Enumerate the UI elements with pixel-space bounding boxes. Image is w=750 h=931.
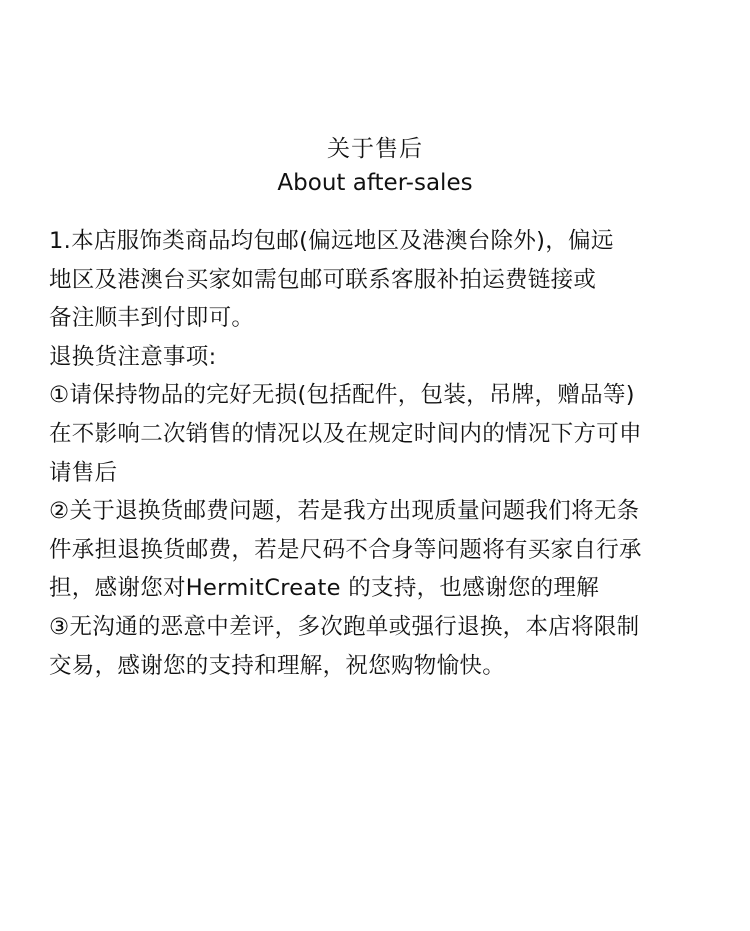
notice-line: 1.本店服饰类商品均包邮(偏远地区及港澳台除外)，偏远 [49,228,614,254]
notice-line: ③无沟通的恶意中差评，多次跑单或强行退换，本店将限制 [49,613,640,640]
notice-line: 退换货注意事项: [49,343,217,370]
notice-line: ①请保持物品的完好无损(包括配件，包装，吊牌，赠品等) [49,382,635,409]
notice-line: 交易，感谢您的支持和理解，祝您购物愉快。 [49,652,506,679]
title-english: About after-sales [277,170,473,196]
notice-line: 地区及港澳台买家如需包邮可联系客服补拍运费链接或 [49,266,597,293]
notice-line: 请售后 [49,459,118,486]
notice-line: 件承担退换货邮费，若是尺码不合身等问题将有买家自行承 [49,536,642,563]
notice-body [49,222,709,685]
notice-line: 在不影响二次销售的情况以及在规定时间内的情况下方可申 [49,420,642,447]
title-chinese: 关于售后 [327,136,423,162]
notice-line: ②关于退换货邮费问题，若是我方出现质量问题我们将无条 [49,498,640,525]
notice-line: 担，感谢您对HermitCreate 的支持，也感谢您的理解 [49,575,600,602]
notice-line: 备注顺丰到付即可。 [49,305,255,332]
